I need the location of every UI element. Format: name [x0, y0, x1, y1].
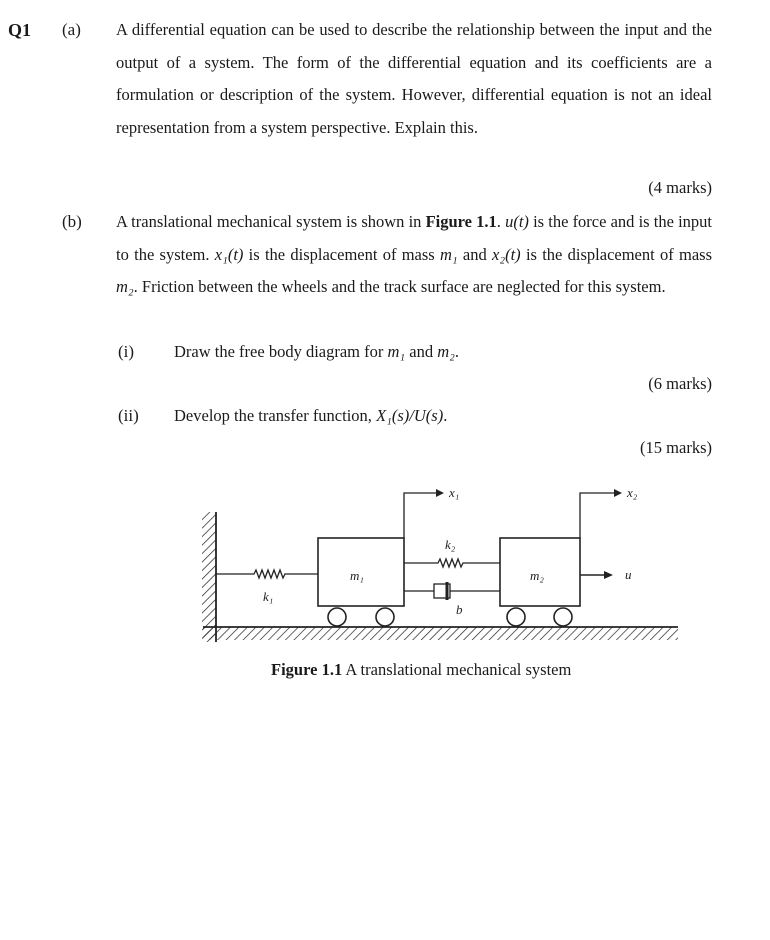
part-b-text-5: and: [457, 244, 493, 264]
label-b: b: [456, 602, 463, 617]
sub-ii-label: (ii): [118, 406, 139, 425]
fixed-wall: [202, 512, 216, 642]
x1-arrow: [404, 489, 444, 538]
m1-wheel-left: [328, 608, 346, 626]
part-a-marks: (4 marks): [648, 178, 712, 197]
figure-reference: Figure 1.1: [425, 212, 497, 231]
m2-symbol: m₂: [116, 277, 134, 296]
m1-wheel-right: [376, 608, 394, 626]
m2-wheel-right: [554, 608, 572, 626]
spring-k2: [404, 559, 500, 567]
sub-ii-text-1: Develop the transfer function,: [174, 406, 377, 425]
part-a-label: (a): [62, 20, 81, 39]
figure-caption-text: A translational mechanical system: [342, 660, 572, 679]
part-b-label: (b): [62, 212, 82, 231]
part-b-text-2: .: [496, 212, 506, 231]
x2-t: x₂(t): [492, 244, 521, 264]
question-number: Q1: [8, 20, 32, 40]
x1-t: x₁(t): [214, 244, 244, 264]
sub-ii-text-2: .: [443, 406, 448, 425]
sub-i-m2: m₂: [437, 342, 455, 361]
part-b-text-1: A translational mechanical system is shown in: [116, 212, 426, 231]
damper-b: [404, 582, 500, 600]
u-t: u(t): [505, 212, 529, 231]
label-x2: x₂: [627, 485, 638, 500]
sub-i-text-3: .: [454, 342, 460, 361]
part-b-text-6: is the displacement of mass: [520, 244, 712, 264]
sub-i-m1: m₁: [387, 342, 406, 361]
figure-caption-bold: Figure 1.1: [271, 660, 343, 679]
part-b-text-4: is the displacement of mass: [243, 244, 440, 264]
figure-caption: [271, 660, 571, 680]
label-u: u: [625, 567, 632, 582]
label-x1: x₁: [449, 485, 460, 500]
m2-wheel-left: [507, 608, 525, 626]
label-m1: m₁: [350, 568, 364, 583]
part-b-text-7: . Friction between the wheels and the track surface are neglected for this system.: [133, 277, 666, 296]
m1-symbol: m₁: [440, 244, 458, 264]
ground-track: [203, 627, 678, 640]
part-b-text-3: is the force and is the input to the system.: [116, 212, 712, 264]
label-k2: k₂: [445, 537, 456, 552]
part-a-text: A differential equation can be used to describe the relationship between the input and the output of a system. The form of the differential equation and its coefficients are a formulation or description of the system. However, differential equation is not an ideal representation from a system perspective. Explain this.: [116, 20, 712, 137]
x2-arrow: [580, 489, 622, 538]
sub-i-marks: (6 marks): [648, 374, 712, 393]
sub-ii-marks: (15 marks): [640, 438, 712, 457]
sub-i-text-2: and: [405, 342, 438, 361]
label-k1: k₁: [263, 589, 274, 604]
sub-i-text-1: Draw the free body diagram for: [174, 342, 388, 361]
label-m2: m₂: [530, 568, 544, 583]
spring-k1: [216, 570, 318, 578]
transfer-function: X₁(s)/U(s): [376, 406, 444, 425]
force-u-arrow: [580, 571, 613, 579]
sub-i-label: (i): [118, 342, 135, 361]
